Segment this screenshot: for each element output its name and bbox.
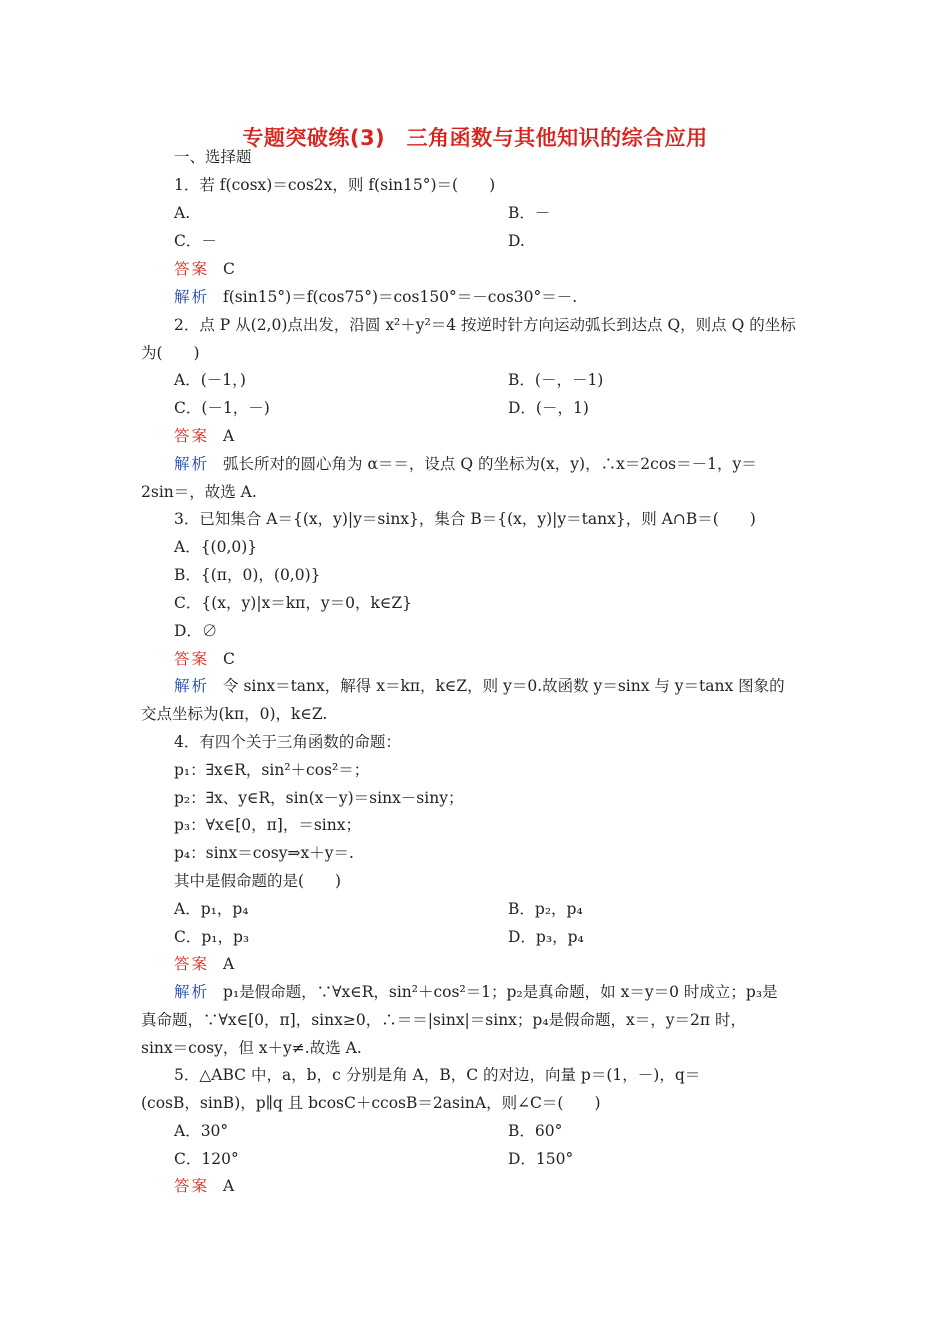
q2-stem-cont: 为( )	[141, 344, 200, 362]
q3-option-d: D．∅	[174, 622, 218, 640]
analysis-label: 解析	[174, 288, 210, 306]
q4-analysis-cont2: sinx＝cosy，但 x＋y≠.故选 A.	[141, 1039, 362, 1057]
q2-analysis-line	[174, 454, 757, 474]
q5-option-d: D．150°	[508, 1150, 574, 1168]
answer-label: 答案	[174, 427, 210, 445]
q4-option-c: C．p₁，p₃	[174, 928, 250, 946]
q1-option-d: D.	[508, 232, 525, 250]
q4-answer-line	[174, 954, 234, 974]
q1-option-b: B．－	[508, 204, 551, 222]
q5-option-a: A．30°	[174, 1122, 229, 1140]
q3-analysis-line	[174, 676, 785, 696]
q4-proposition-p2: p₂：∃x、y∈R，sin(x－y)＝sinx－siny；	[174, 789, 464, 807]
q4-proposition-p4: p₄：sinx＝cosy⇒x＋y＝.	[174, 844, 354, 862]
answer-label: 答案	[174, 650, 210, 668]
q4-analysis-line	[174, 982, 778, 1002]
answer-label: 答案	[174, 955, 210, 973]
q3-option-c: C．{(x，y)|x＝kπ，y＝0，k∈Z}	[174, 594, 412, 612]
q2-option-c: C．(－1，－)	[174, 399, 270, 417]
q5-answer: A	[223, 1177, 235, 1195]
q5-option-b: B．60°	[508, 1122, 563, 1140]
q3-option-b: B．{(π，0)，(0,0)}	[174, 566, 321, 584]
q1-answer: C	[223, 260, 235, 278]
q2-analysis: 弧长所对的圆心角为 α＝＝，设点 Q 的坐标为(x，y)，∴x＝2cos＝－1，y＝	[223, 455, 757, 473]
q3-option-a: A．{(0,0)}	[174, 538, 258, 556]
q4-option-a: A．p₁，p₄	[174, 900, 249, 918]
q5-option-c: C．120°	[174, 1150, 239, 1168]
q3-stem: 3．已知集合 A＝{(x，y)|y＝sinx}，集合 B＝{(x，y)|y＝tanx}，则 A∩B＝( )	[174, 510, 756, 528]
q3-answer-line	[174, 649, 235, 669]
q4-analysis: p₁是假命题，∵∀x∈R，sin²＋cos²＝1；p₂是真命题，如 x＝y＝0 时成立；p₃是	[223, 983, 778, 1001]
q4-ask: 其中是假命题的是( )	[174, 872, 342, 890]
q3-answer: C	[223, 650, 235, 668]
q3-analysis: 令 sinx＝tanx，解得 x＝kπ，k∈Z，则 y＝0.故函数 y＝sinx 与 y＝tanx 图象的	[223, 677, 785, 695]
q1-answer-line	[174, 259, 235, 279]
analysis-label: 解析	[174, 983, 210, 1001]
q1-analysis: f(sin15°)＝f(cos75°)＝cos150°＝－cos30°＝－.	[223, 288, 578, 306]
q5-answer-line	[174, 1176, 234, 1196]
q2-option-b: B．(－，－1)	[508, 371, 604, 389]
analysis-label: 解析	[174, 677, 210, 695]
page-title: 专题突破练(3) 三角函数与其他知识的综合应用	[242, 126, 708, 150]
q1-option-c: C．－	[174, 232, 217, 250]
q2-option-d: D．(－，1)	[508, 399, 589, 417]
q2-answer: A	[223, 427, 235, 445]
q1-option-a: A.	[174, 204, 191, 222]
section-heading: 一、选择题	[174, 148, 252, 166]
q2-answer-line	[174, 426, 234, 446]
q4-proposition-p1: p₁：∃x∈R，sin²＋cos²＝；	[174, 761, 370, 779]
q4-option-d: D．p₃，p₄	[508, 928, 584, 946]
analysis-label: 解析	[174, 455, 210, 473]
q4-analysis-cont: 真命题，∵∀x∈[0，π]，sinx≥0，∴＝＝|sinx|＝sinx；p₄是假命题，x＝，y＝2π 时，	[141, 1011, 747, 1029]
q4-stem: 4．有四个关于三角函数的命题：	[174, 733, 401, 751]
q5-stem-cont: (cosB，sinB)，p∥q 且 bcosC＋ccosB＝2asinA，则∠C＝( )	[141, 1094, 601, 1112]
answer-label: 答案	[174, 1177, 210, 1195]
q2-stem: 2．点 P 从(2,0)点出发，沿圆 x²＋y²＝4 按逆时针方向运动弧长到达点 Q，则点 Q 的坐标	[174, 316, 796, 334]
q2-option-a: A．(－1，)	[174, 371, 246, 389]
q1-stem: 1．若 f(cosx)＝cos2x，则 f(sin15°)＝( )	[174, 176, 496, 194]
q4-option-b: B．p₂，p₄	[508, 900, 583, 918]
q1-analysis-line	[174, 287, 577, 307]
q4-answer: A	[223, 955, 235, 973]
q4-proposition-p3: p₃：∀x∈[0，π]，＝sinx；	[174, 816, 361, 834]
q5-stem: 5．△ABC 中，a，b，c 分别是角 A，B，C 的对边，向量 p＝(1，－)，q＝	[174, 1066, 701, 1084]
q2-analysis-cont: 2sin＝，故选 A.	[141, 483, 257, 501]
answer-label: 答案	[174, 260, 210, 278]
q3-analysis-cont: 交点坐标为(kπ，0)，k∈Z.	[141, 705, 328, 723]
